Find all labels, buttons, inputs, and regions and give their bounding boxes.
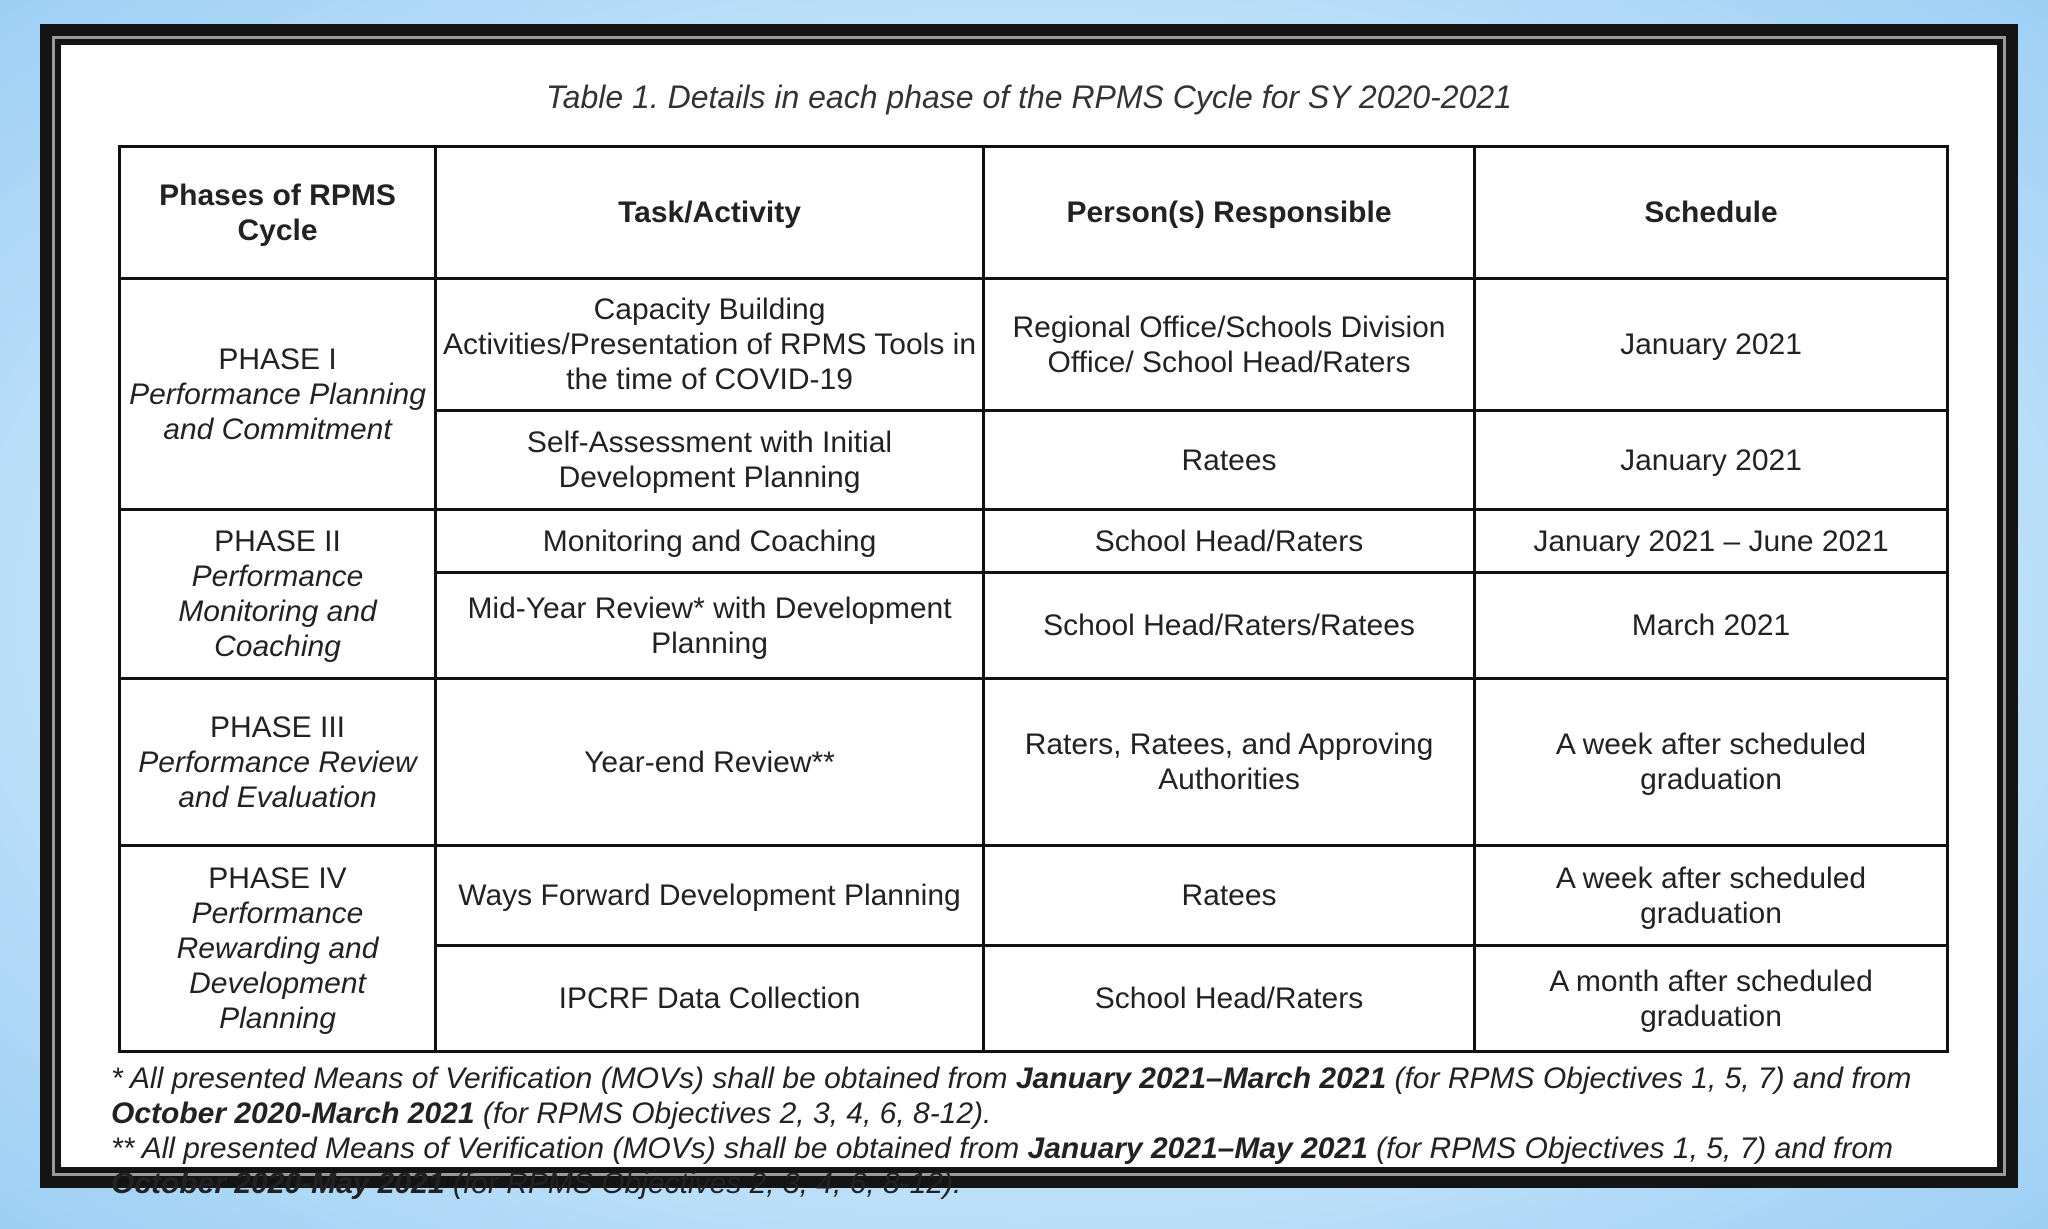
table-row xyxy=(120,279,1948,411)
persons-cell: Raters, Ratees, and Approving Authorities xyxy=(984,679,1475,846)
phase-name: PHASE III xyxy=(209,710,346,744)
schedule-cell: January 2021 xyxy=(1475,279,1948,411)
persons-cell: Ratees xyxy=(984,846,1475,946)
footnote-text: * All presented Means of Verification (MOVs) shall be obtained from xyxy=(111,1062,1008,1095)
document-page xyxy=(61,45,1997,1200)
phase-subtitle: Performance Review and Evaluation xyxy=(138,745,417,814)
frame-inner-border xyxy=(52,36,2006,1200)
phase-name: PHASE IV xyxy=(208,862,347,895)
task-cell: Self-Assessment with Initial Development Planning xyxy=(436,411,984,510)
schedule-cell: January 2021 xyxy=(1475,411,1948,510)
phase-cell xyxy=(120,846,436,1052)
schedule-cell: March 2021 xyxy=(1475,573,1948,679)
task-cell: Year-end Review** xyxy=(436,679,984,846)
footnote-text: (for RPMS Objectives 1, 5, 7) and from xyxy=(1394,1062,1912,1095)
schedule-cell: A week after scheduled graduation xyxy=(1475,846,1948,946)
footnote-single-asterisk xyxy=(111,1061,1991,1131)
footnote-date-range: January 2021–March 2021 xyxy=(1015,1062,1387,1095)
footnote-date-range: January 2021–May 2021 xyxy=(1027,1132,1368,1165)
slide-frame xyxy=(40,24,2018,1200)
table-row xyxy=(120,846,1948,946)
table-header-row xyxy=(120,147,1948,279)
persons-cell: Regional Office/Schools Division Office/ School Head/Raters xyxy=(984,279,1475,411)
footnote-text: (for RPMS Objectives 1, 5, 7) and from xyxy=(1376,1132,1893,1165)
phase-cell xyxy=(120,510,436,679)
phase-cell xyxy=(120,279,436,510)
task-cell: IPCRF Data Collection xyxy=(436,946,984,1052)
task-cell: Ways Forward Development Planning xyxy=(436,846,984,946)
header-persons: Person(s) Responsible xyxy=(984,147,1475,279)
task-cell: Monitoring and Coaching xyxy=(436,510,984,573)
persons-cell: School Head/Raters xyxy=(984,946,1475,1052)
footnote-date-range: October 2020-March 2021 xyxy=(111,1097,475,1130)
schedule-cell: January 2021 – June 2021 xyxy=(1475,510,1948,573)
footnote-date-range: October 2020-May 2021 xyxy=(111,1167,445,1200)
rpms-table xyxy=(118,145,1949,1053)
footnote-text: (for RPMS Objectives 2, 3, 4, 6, 8-12). xyxy=(482,1097,992,1130)
footnote-text: ** All presented Means of Verification (MOVs) shall be obtained from xyxy=(111,1132,1020,1165)
persons-cell: Ratees xyxy=(984,411,1475,510)
footnote-text: (for RPMS Objectives 2, 3, 4, 6, 8-12). xyxy=(452,1167,962,1200)
table-footnotes xyxy=(111,1061,1991,1201)
phase-cell xyxy=(120,679,436,846)
header-phases: Phases of RPMS Cycle xyxy=(120,147,436,279)
task-cell: Mid-Year Review* with Development Planning xyxy=(436,573,984,679)
persons-cell: School Head/Raters/Ratees xyxy=(984,573,1475,679)
phase-name: PHASE II xyxy=(214,525,341,558)
header-task: Task/Activity xyxy=(436,147,984,279)
schedule-cell: A week after scheduled graduation xyxy=(1475,679,1948,846)
phase-subtitle: Performance Planning and Commitment xyxy=(129,377,426,446)
phase-subtitle: Performance Rewarding and Development Planning xyxy=(176,897,379,1035)
footnote-double-asterisk xyxy=(111,1131,1991,1201)
phase-name: PHASE I xyxy=(218,342,337,376)
header-schedule: Schedule xyxy=(1475,147,1948,279)
persons-cell: School Head/Raters xyxy=(984,510,1475,573)
schedule-cell: A month after scheduled graduation xyxy=(1475,946,1948,1052)
table-row xyxy=(120,679,1948,846)
task-cell: Capacity Building Activities/Presentation of RPMS Tools in the time of COVID-19 xyxy=(436,279,984,411)
phase-subtitle: Performance Monitoring and Coaching xyxy=(178,560,377,663)
table-caption: Table 1. Details in each phase of the RPMS Cycle for SY 2020-2021 xyxy=(546,79,1512,115)
table-row xyxy=(120,510,1948,573)
